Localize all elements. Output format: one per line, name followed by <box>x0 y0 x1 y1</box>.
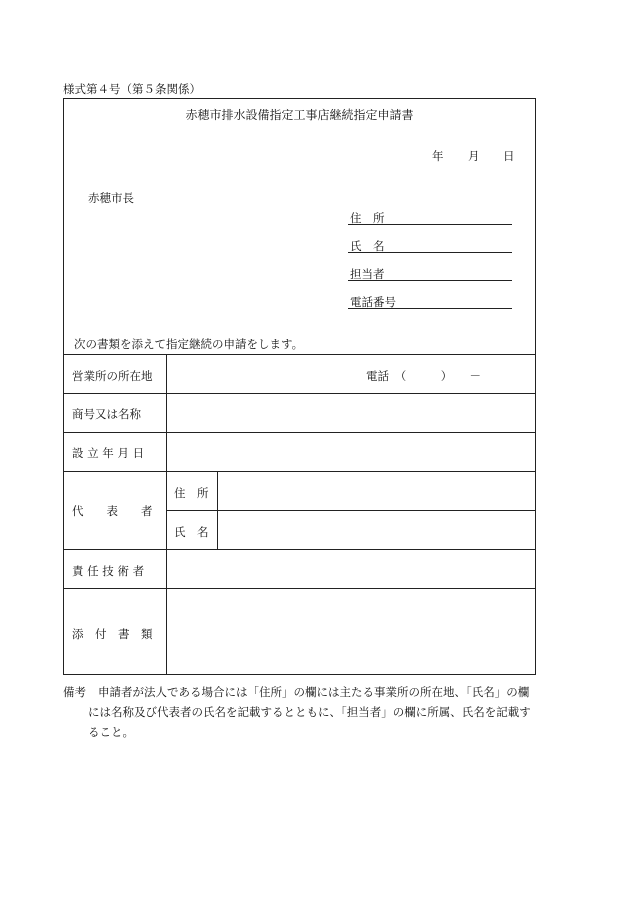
responsible-engineer-label: 責 任 技 術 者 <box>72 564 145 578</box>
addressee: 赤穂市長 <box>88 191 134 205</box>
representative-name-label: 氏 名 <box>174 525 209 539</box>
applicant-contact-line[interactable] <box>348 280 512 281</box>
form-title: 赤穂市排水設備指定工事店継続指定申請書 <box>185 108 414 122</box>
table-row-divider <box>63 393 536 394</box>
office-location-label: 営業所の所在地 <box>72 369 153 383</box>
table-row-divider <box>166 510 536 511</box>
applicant-phone-label: 電話番号 <box>350 295 396 309</box>
office-phone-field[interactable]: 電話 （ ） － <box>366 369 481 383</box>
date-day-label: 日 <box>503 149 515 163</box>
applicant-phone-line[interactable] <box>348 308 512 309</box>
note-line-2: には名称及び代表者の氏名を記載するとともに、「担当者」の欄に所属、氏名を記載す <box>88 705 531 719</box>
note-line-1: 申請者が法人である場合には「住所」の欄には主たる事業所の所在地、「氏名」の欄 <box>98 685 530 699</box>
representative-address-label: 住 所 <box>174 486 209 500</box>
table-column-divider <box>217 471 218 549</box>
note-line-3: ること。 <box>88 725 134 739</box>
table-top-border <box>63 354 536 355</box>
applicant-name-label: 氏 名 <box>350 239 385 253</box>
table-row-divider <box>63 549 536 550</box>
form-number: 様式第４号（第５条関係） <box>63 82 201 96</box>
established-date-label: 設 立 年 月 日 <box>72 446 145 460</box>
table-row-divider <box>63 588 536 589</box>
table-row-divider <box>63 432 536 433</box>
intro-text: 次の書類を添えて指定継続の申請をします。 <box>74 337 304 351</box>
date-month-label: 月 <box>468 149 480 163</box>
note-label: 備考 <box>63 685 86 699</box>
date-year-label: 年 <box>432 149 444 163</box>
table-column-divider <box>166 354 167 675</box>
attachments-label: 添 付 書 類 <box>72 627 153 641</box>
applicant-contact-label: 担当者 <box>350 267 385 281</box>
table-row-divider <box>63 471 536 472</box>
representative-label: 代 表 者 <box>72 504 153 518</box>
trade-name-label: 商号又は名称 <box>72 407 141 421</box>
applicant-name-line[interactable] <box>348 252 512 253</box>
applicant-address-line[interactable] <box>348 224 512 225</box>
applicant-address-label: 住 所 <box>350 211 385 225</box>
